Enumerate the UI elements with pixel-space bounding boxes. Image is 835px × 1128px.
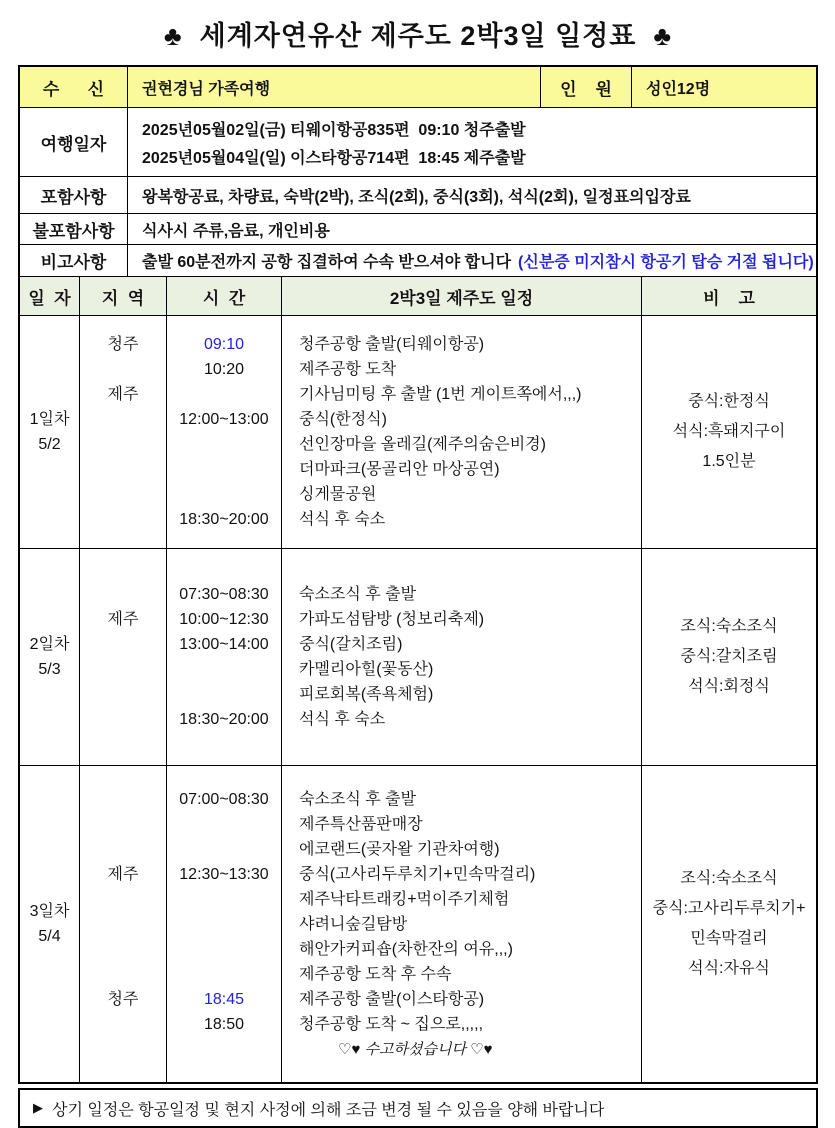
time-line: 18:45 <box>203 990 245 1008</box>
time-lines <box>167 582 281 732</box>
remarks-warning: (신분증 미지참시 항공기 탑승 거절 됩니다) <box>518 254 814 271</box>
note-line: 1.5인분 <box>702 453 756 470</box>
time-lines <box>167 332 281 532</box>
excluded-row <box>20 214 816 245</box>
outbound-flight: 2025년05월02일(금) 티웨이항공835편 09:10 청주출발 <box>142 121 526 139</box>
day-date: 5/2 <box>38 436 61 453</box>
time-line: 18:30~20:00 <box>179 711 269 728</box>
triangle-bullet-icon: ▶ <box>33 1100 43 1115</box>
plan-line: 해안가커피숍(차한잔의 여유,,,) <box>299 940 513 958</box>
schedule-header-row <box>20 277 816 316</box>
remarks-row <box>20 245 816 277</box>
day-row <box>20 549 816 766</box>
region-line <box>80 682 166 707</box>
page-title: ♣ 세계자연유산 제주도 2박3일 일정표 ♣ <box>163 21 673 51</box>
day-date: 5/3 <box>38 661 61 678</box>
plan-line: 제주특산품판매장 <box>299 815 423 833</box>
plan-line: 제주공항 도착 <box>299 361 397 378</box>
plan-lines <box>282 332 641 532</box>
day-date: 5/4 <box>38 928 61 945</box>
plan-line: 피로회복(족욕체험) <box>299 686 434 703</box>
region-line <box>80 1012 166 1037</box>
footer-note <box>18 1088 818 1128</box>
header-day: 일 자 <box>20 277 80 315</box>
header-region: 지 역 <box>80 277 167 315</box>
region-line <box>80 962 166 987</box>
region-line <box>80 912 166 937</box>
region-line <box>80 632 166 657</box>
recipient-value: 권현경님 가족여행 <box>128 67 541 107</box>
note-lines <box>642 864 816 984</box>
region-line <box>80 582 166 607</box>
note-line: 중식:갈치조림 <box>680 648 778 665</box>
region-line <box>80 837 166 862</box>
region-column <box>80 316 167 548</box>
note-line: 중식:한정식 <box>688 393 770 410</box>
time-line: 09:10 <box>203 336 245 353</box>
region-line <box>80 432 166 457</box>
included-value: 왕복항공료, 차량료, 숙박(2박), 조식(2회), 중식(3회), 석식(2회), 일정표의입장료 <box>142 188 691 206</box>
plan-column <box>282 549 642 765</box>
time-column <box>167 766 282 1082</box>
note-line: 석식:회정식 <box>688 678 770 695</box>
region-line <box>80 937 166 962</box>
travel-dates-label: 여행일자 <box>20 108 128 176</box>
plan-line: 싱게물공원 <box>299 486 377 503</box>
time-line <box>167 887 281 912</box>
region-line <box>80 507 166 532</box>
note-line: 조식:숙소조식 <box>680 618 778 635</box>
time-line <box>167 682 281 707</box>
time-line: 10:00~12:30 <box>179 611 269 628</box>
time-line: 13:00~14:00 <box>179 636 269 653</box>
plan-line: 카멜리아힐(꽃동산) <box>299 661 434 678</box>
region-line <box>80 787 166 812</box>
note-line: 석식:자유식 <box>688 960 770 977</box>
region-line: 청주 <box>107 990 139 1008</box>
note-line: 석식:흑돼지구이 <box>672 423 786 440</box>
region-line <box>80 457 166 482</box>
plan-line: ♡♥ 수고하셨습니다 ♡♥ <box>338 1040 493 1058</box>
note-column <box>642 766 816 1082</box>
plan-line: 숙소조식 후 출발 <box>299 586 417 603</box>
plan-line: 제주낙타트래킹+먹이주기체험 <box>299 890 510 908</box>
time-line <box>167 382 281 407</box>
region-line <box>80 887 166 912</box>
region-line: 제주 <box>107 386 139 403</box>
time-line <box>167 912 281 937</box>
region-line <box>80 407 166 432</box>
time-line: 07:00~08:30 <box>179 790 269 808</box>
region-line <box>80 1037 166 1062</box>
recipient-row <box>20 67 816 108</box>
plan-line: 청주공항 출발(티웨이항공) <box>299 336 485 353</box>
day-label: 2일차 <box>29 636 70 653</box>
itinerary-table <box>18 65 818 1084</box>
day-row <box>20 766 816 1082</box>
plan-line: 제주공항 도착 후 수속 <box>299 965 452 983</box>
header-time: 시 간 <box>167 277 282 315</box>
day-label: 3일차 <box>29 903 70 920</box>
note-column <box>642 549 816 765</box>
time-line: 18:50 <box>203 1015 245 1033</box>
region-line: 청주 <box>107 336 139 353</box>
note-line: 민속막걸리 <box>690 930 768 947</box>
note-column <box>642 316 816 548</box>
region-column <box>80 549 167 765</box>
plan-line: 중식(고사리두루치기+민속막걸리) <box>299 865 536 883</box>
plan-line: 숙소조식 후 출발 <box>299 790 417 808</box>
note-line: 중식:고사리두루치기+ <box>652 900 806 917</box>
region-line <box>80 707 166 732</box>
region-lines <box>80 787 166 1062</box>
time-line: 10:20 <box>203 361 245 378</box>
plan-line: 중식(갈치조림) <box>299 636 403 653</box>
excluded-label: 불포함사항 <box>20 214 128 244</box>
time-line <box>167 432 281 457</box>
plan-line: 석식 후 숙소 <box>299 711 386 728</box>
plan-line: 제주공항 출발(이스타항공) <box>299 990 485 1008</box>
region-line: 제주 <box>107 865 139 883</box>
plan-line: 가파도섬탐방 (청보리축제) <box>299 611 485 628</box>
time-line <box>167 482 281 507</box>
recipient-label: 수 신 <box>20 67 128 107</box>
plan-lines <box>282 787 641 1062</box>
region-lines <box>80 332 166 532</box>
header-note: 비 고 <box>703 288 755 308</box>
time-column <box>167 549 282 765</box>
region-lines <box>80 582 166 732</box>
pax-label: 인 원 <box>541 67 632 107</box>
plan-line: 중식(한정식) <box>299 411 387 428</box>
time-line <box>167 657 281 682</box>
return-flight: 2025년05월04일(일) 이스타항공714편 18:45 제주출발 <box>142 149 526 167</box>
time-line: 12:00~13:00 <box>179 411 269 428</box>
plan-line: 에코랜드(곶자왈 기관차여행) <box>299 840 500 858</box>
plan-line: 샤려니숲길탐방 <box>299 915 408 933</box>
region-column <box>80 766 167 1082</box>
remarks-label: 비고사항 <box>20 245 128 276</box>
region-line <box>80 812 166 837</box>
note-lines <box>642 612 816 702</box>
plan-column <box>282 766 642 1082</box>
time-lines <box>167 787 281 1062</box>
header-plan: 2박3일 제주도 일정 <box>282 277 642 315</box>
time-column <box>167 316 282 548</box>
day-cell <box>20 316 80 548</box>
time-line: 18:30~20:00 <box>179 511 269 528</box>
remarks-text: 출발 60분전까지 공항 집결하여 수속 받으셔야 합니다 <box>142 254 512 271</box>
note-line: 조식:숙소조식 <box>680 870 778 887</box>
time-line: 07:30~08:30 <box>179 586 269 603</box>
remarks-value <box>128 245 816 276</box>
plan-line: 청주공항 도착 ~ 집으로,,,,, <box>299 1015 484 1033</box>
region-line <box>80 657 166 682</box>
plan-line: 더마파크(몽골리안 마상공연) <box>299 461 500 478</box>
day-cell <box>20 549 80 765</box>
footer-text: 상기 일정은 항공일정 및 현지 사정에 의해 조금 변경 될 수 있음을 양해 바랍니다 <box>52 1101 605 1119</box>
region-line: 제주 <box>107 611 139 628</box>
time-line <box>167 812 281 837</box>
pax-value: 성인12명 <box>632 67 816 107</box>
time-line <box>167 1037 281 1062</box>
day-row <box>20 316 816 549</box>
plan-line: 선인장마을 올레길(제주의숨은비경) <box>299 436 546 453</box>
travel-dates-value <box>128 108 816 176</box>
schedule-body <box>20 316 816 1082</box>
note-lines <box>642 387 816 477</box>
excluded-value: 식사시 주류,음료, 개인비용 <box>142 222 330 240</box>
time-line: 12:30~13:30 <box>179 865 269 883</box>
included-label: 포함사항 <box>20 177 128 213</box>
region-line <box>80 482 166 507</box>
time-line <box>167 937 281 962</box>
region-line <box>80 357 166 382</box>
plan-column <box>282 316 642 548</box>
time-line <box>167 962 281 987</box>
time-line <box>167 837 281 862</box>
plan-line: 석식 후 숙소 <box>299 511 386 528</box>
plan-lines <box>282 582 641 732</box>
plan-line: 기사님미팅 후 출발 (1번 게이트쪽에서,,,) <box>299 386 582 403</box>
day-cell <box>20 766 80 1082</box>
travel-dates-row <box>20 108 816 177</box>
included-row <box>20 177 816 214</box>
time-line <box>167 457 281 482</box>
day-label: 1일차 <box>29 411 70 428</box>
